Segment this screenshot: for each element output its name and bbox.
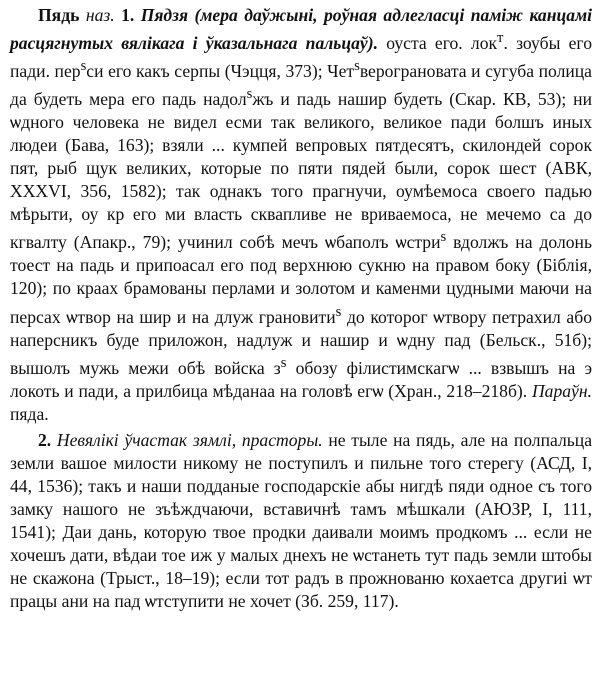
superscript: т — [497, 30, 504, 47]
sense-1-gloss: Пядзя (мера даўжыні, роўная адлегласці паміж канцамі расцягнутых вялікага і ўказальнага пальцаў). — [10, 5, 593, 53]
superscript: s — [246, 86, 253, 102]
grammar-label: наз. — [85, 5, 115, 25]
superscript: s — [80, 58, 87, 75]
parallel-label: Параўн. — [531, 380, 592, 401]
sense-2-gloss: Невялікі ўчастак зямлі, прасторы. — [56, 429, 323, 450]
sense-2-number: 2. — [38, 429, 52, 450]
superscript: s — [440, 229, 447, 246]
superscript: s — [354, 58, 360, 75]
citation-text: до которог ѡтвору петрахил або наперсникъ буде приложон, надлуж и нашир и ѡдну пад (Бельск., 51б); вышолъ мужь межи обѣ войска з — [10, 306, 592, 378]
superscript: s — [280, 354, 287, 371]
citation-text: . зоубы его пади. пер — [10, 32, 593, 81]
entry-sense-2 — [10, 429, 592, 614]
parallel-ref: пяда. — [10, 403, 49, 424]
headword: Пядь — [38, 5, 80, 25]
citation-text: вдолжъ на долонь тоест на падь и припоасал его под верхнюю сукню на правом боку (Біблія, 120); по краах брамованы перлами и золотом и каменми цудными маючи на персах ѡтвор на шир и на длуж грановити — [10, 232, 592, 327]
citation-text: си его какъ серпы (Чэцця, 373); Чет — [86, 60, 355, 81]
citation-text: жъ и падь нашир будеть (Скар. КВ, 53); ни ѡдного человека не видел есми так великого, великое пади болшъ иных людеи (Бава, 163); взяли ... кумпей вепровых пятдесятъ, скилондей сорок пят, рыб щук великих, которые по пяти пядей были, сорок шест (АВК, XXXVI, 356, 1582); так однакъ того прагнучи, оумѣемоса своего падью мѣрыти, оу кр его ми власть сквапливе не вриваемоса, не мечемо са до кгвалту (Апакр., 79); учинил собѣ мечъ ѡбаполъ ѡстри — [10, 88, 592, 253]
citation-text: оуста его. лок — [386, 32, 498, 53]
sense-1-number: 1. — [121, 5, 135, 25]
sense-2-citations: не тыле на пядь, але на полпальца земли вашое милости никому не поступилъ и пильне того стерегу (АСД, I, 44, 1536); такъ и наши подданые господарскіе абы нигдѣ пяди одное съ того замку нашого не зъѣждчаючи, вставичнѣ тамъ мѣшкали (АЮЗР, I, 111, 1541); Даи дань, которую твое продки даивали моимъ продкомъ ... если не хочешъ дати, вѣдаи тое иж у малых днехъ не ѡстанеть тут падь земли штобы не скажона (Трыст., 18–19); если тот радъ в прожнованю кохаетса другиi ѡт працы ани на пад ѡтступити не хочет (Зб. 259, 117). — [10, 429, 592, 612]
citation-text: верогрaновата и сугуба полица да будеть мера его падь надол — [10, 60, 592, 109]
entry-sense-1 — [10, 4, 592, 426]
citation-text: обозу філистимскагѡ ... взвышъ на э локоть и пади, а прилбица мѣданаа на головѣ егѡ (Хран., 218–218б). — [10, 357, 592, 401]
superscript: s — [335, 303, 342, 320]
